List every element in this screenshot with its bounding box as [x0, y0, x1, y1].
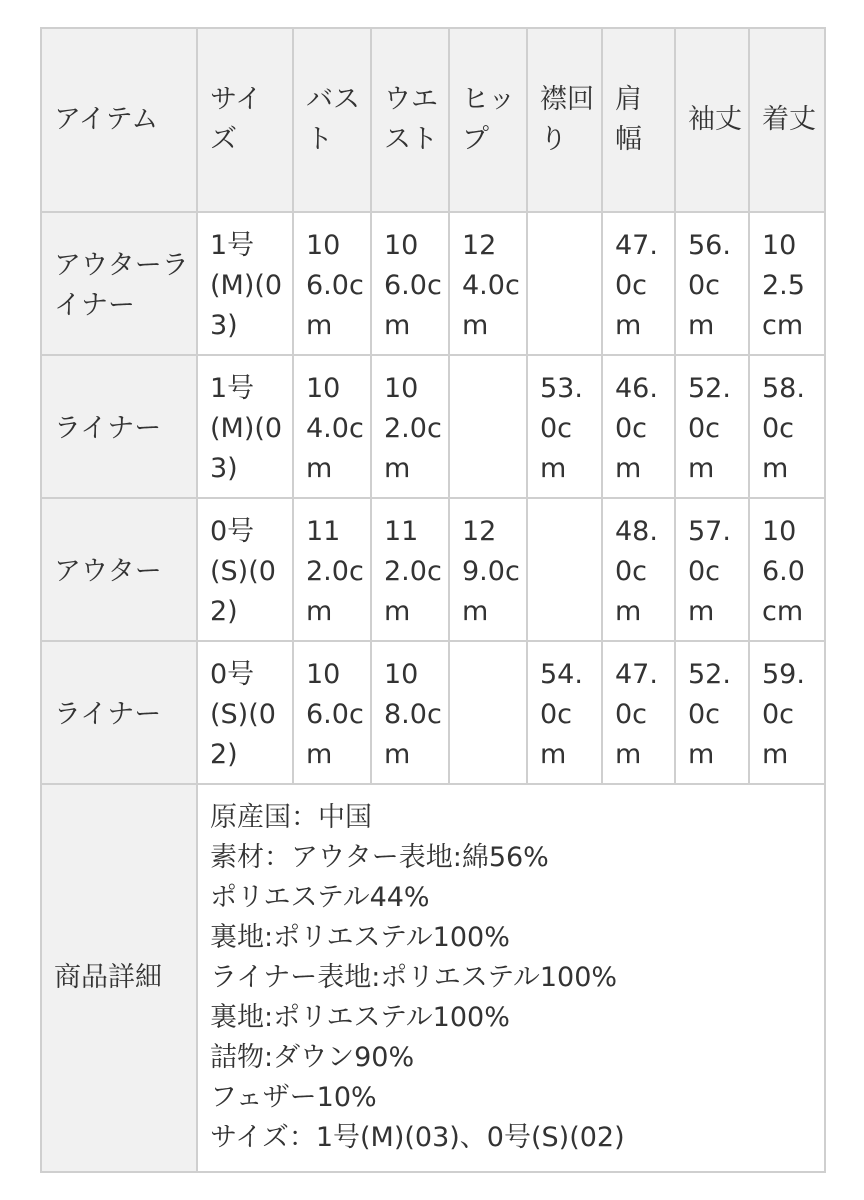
- table-row: [41, 498, 825, 641]
- header-length: 着丈: [749, 28, 825, 212]
- cell-collar: 53.0cm: [527, 355, 602, 498]
- header-collar: 襟回り: [527, 28, 602, 212]
- header-item: アイテム: [41, 28, 197, 212]
- cell-waist: 108.0cm: [371, 641, 449, 784]
- row-item-label: ライナー: [41, 355, 197, 498]
- cell-hip: 129.0cm: [449, 498, 527, 641]
- product-spec-table-container: [40, 27, 826, 1173]
- row-item-label: ライナー: [41, 641, 197, 784]
- detail-line-material-outer-poly: ポリエステル44%: [210, 882, 430, 913]
- cell-shoulder: 47.0cm: [602, 641, 675, 784]
- cell-sleeve: 52.0cm: [675, 355, 749, 498]
- detail-line-origin: 原産国：中国: [210, 802, 372, 833]
- cell-sleeve: 57.0cm: [675, 498, 749, 641]
- cell-waist: 112.0cm: [371, 498, 449, 641]
- detail-line-outer-lining: 裏地:ポリエステル100%: [210, 922, 510, 953]
- header-row: [41, 28, 825, 212]
- header-hip: ヒップ: [449, 28, 527, 212]
- cell-length: 102.5cm: [749, 212, 825, 355]
- header-bust: バスト: [293, 28, 371, 212]
- detail-line-liner-shell: ライナー表地:ポリエステル100%: [210, 962, 618, 993]
- cell-shoulder: 46.0cm: [602, 355, 675, 498]
- cell-size: 0号(S)(02): [197, 641, 293, 784]
- cell-bust: 104.0cm: [293, 355, 371, 498]
- product-details-content: [197, 784, 825, 1172]
- cell-shoulder: 48.0cm: [602, 498, 675, 641]
- cell-sleeve: 52.0cm: [675, 641, 749, 784]
- cell-size: 0号(S)(02): [197, 498, 293, 641]
- cell-size: 1号(M)(03): [197, 355, 293, 498]
- detail-line-filling-feather: フェザー10%: [210, 1082, 377, 1113]
- cell-hip: 124.0cm: [449, 212, 527, 355]
- cell-collar: [527, 498, 602, 641]
- header-sleeve: 袖丈: [675, 28, 749, 212]
- detail-line-filling-down: 詰物:ダウン90%: [210, 1042, 415, 1073]
- cell-collar: 54.0cm: [527, 641, 602, 784]
- product-details-row: [41, 784, 825, 1172]
- row-item-label: アウター: [41, 498, 197, 641]
- cell-shoulder: 47.0cm: [602, 212, 675, 355]
- cell-hip: [449, 355, 527, 498]
- row-item-label: アウターライナー: [41, 212, 197, 355]
- header-size: サイズ: [197, 28, 293, 212]
- table-row: [41, 355, 825, 498]
- cell-bust: 106.0cm: [293, 641, 371, 784]
- detail-line-liner-lining: 裏地:ポリエステル100%: [210, 1002, 510, 1033]
- cell-waist: 106.0cm: [371, 212, 449, 355]
- cell-bust: 106.0cm: [293, 212, 371, 355]
- cell-length: 59.0cm: [749, 641, 825, 784]
- cell-hip: [449, 641, 527, 784]
- header-shoulder: 肩幅: [602, 28, 675, 212]
- cell-sleeve: 56.0cm: [675, 212, 749, 355]
- detail-line-material-outer: 素材：アウター表地:綿56%: [210, 842, 549, 873]
- cell-bust: 112.0cm: [293, 498, 371, 641]
- cell-collar: [527, 212, 602, 355]
- cell-waist: 102.0cm: [371, 355, 449, 498]
- table-row: [41, 212, 825, 355]
- product-details-label: 商品詳細: [41, 784, 197, 1172]
- cell-length: 106.0cm: [749, 498, 825, 641]
- size-table: [40, 27, 826, 1173]
- table-row: [41, 641, 825, 784]
- cell-length: 58.0cm: [749, 355, 825, 498]
- header-waist: ウエスト: [371, 28, 449, 212]
- detail-line-sizes: サイズ：1号(M)(03)、0号(S)(02): [210, 1122, 625, 1153]
- cell-size: 1号(M)(03): [197, 212, 293, 355]
